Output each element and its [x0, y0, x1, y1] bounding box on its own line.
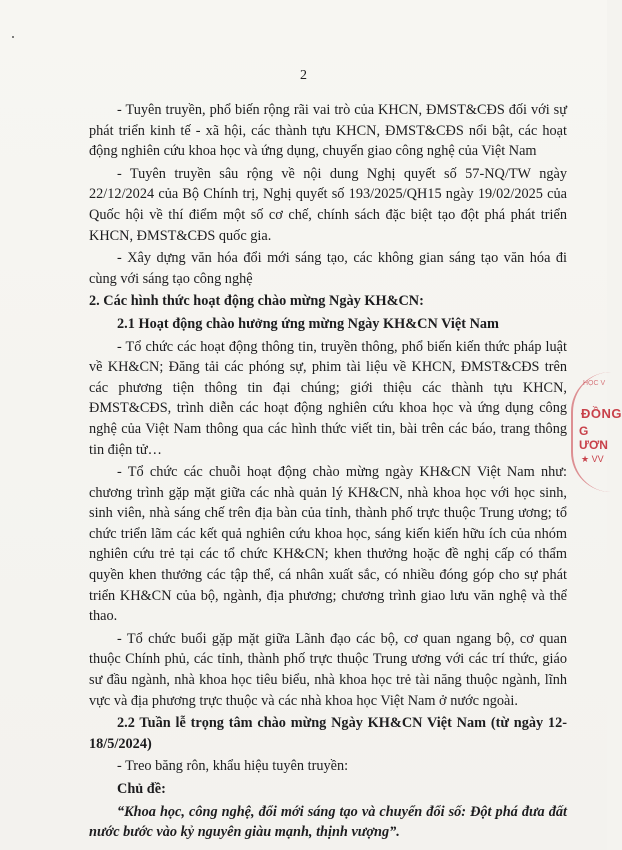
theme-slogan: “Khoa học, công nghệ, đổi mới sáng tạo và chuyển đổi số: Đột phá đưa đất nước bước vào kỷ nguyên giàu mạnh, thịnh vượng”.: [89, 803, 567, 841]
paragraph-leaders-meeting: - Tổ chức buổi gặp mặt giữa Lãnh đạo các bộ, cơ quan ngang bộ, cơ quan thuộc Chính phủ, các tỉnh, thành phố trực thuộc Trung ương với các trí thức, giáo sư đầu ngành, nhà khoa học tiêu biểu, nhà khoa học trẻ tài năng thuộc ngành, lĩnh vực và địa phương trực thuộc và các nhà khoa học Việt Nam ở nước ngoài.: [89, 630, 567, 709]
document-body: [89, 100, 567, 843]
stamp-text-3: G ƯƠN: [579, 424, 608, 452]
paragraph-innovation-culture: - Xây dựng văn hóa đổi mới sáng tạo, các không gian sáng tạo văn hóa đi cùng với sáng tạo công nghệ: [89, 250, 567, 287]
section-2-1-heading: 2.1 Hoạt động chào hưởng ứng mừng Ngày KH&CN Việt Nam: [117, 315, 499, 332]
section-2-heading: 2. Các hình thức hoạt động chào mừng Ngày KH&CN:: [89, 293, 424, 310]
paragraph-media-activities: - Tổ chức các hoạt động thông tin, truyền thông, phổ biến kiến thức pháp luật về KH&CN; Đăng tải các phóng sự, phim tài liệu về KHCN, ĐMST&CĐS trên các phương tiện thông tin đại chúng; giới thiệu các thành tựu KHCN, ĐMST&CĐS, trình diễn các hoạt động nghiên cứu khoa học và ứng dụng công nghệ của Việt Nam thông qua các hình thức viết tin, bài trên các báo, trang thông tin điện tử…: [89, 338, 567, 458]
stamp-text-1: HỌC V: [583, 380, 606, 387]
page-number: 2: [300, 68, 307, 83]
paragraph-celebration-series: - Tổ chức các chuỗi hoạt động chào mừng ngày KH&CN Việt Nam như: chương trình gặp mặt giữa các nhà quản lý KH&CN, nhà khoa học với học sinh, sinh viên, nhà sáng chế trên địa bàn của tỉnh, thành phố trực thuộc Trung ương; tổ chức triển lãm các kết quả nghiên cứu khoa học, sáng kiến kiến hữu ích của nhóm nghiên cứu trẻ tại các tổ chức KH&CN; khen thưởng hoặc đề nghị cấp có thẩm quyền khen thưởng các tập thể, cá nhân xuất sắc, có nhiều đóng góp cho sự phát triển KH&CN của bộ, ngành, địa phương; chương trình giao lưu văn nghệ và thể thao.: [89, 464, 567, 625]
section-2-2-heading: 2.2 Tuần lễ trọng tâm chào mừng Ngày KH&CN Việt Nam (từ ngày 12-18/5/2024): [89, 715, 567, 752]
paragraph-propaganda-resolution: - Tuyên truyền sâu rộng về nội dung Nghị quyết số 57-NQ/TW ngày 22/12/2024 của Bộ Chính trị, Nghị quyết số 193/2025/QH15 ngày 19/02/2025 của Quốc hội về thí điểm một số cơ chế, chính sách đặc biệt tạo đột phá phát triển KHCN, ĐMST&CĐS quốc gia.: [89, 165, 567, 244]
stamp-text-2: ĐỒNG: [581, 406, 622, 421]
paragraph-banners: - Treo băng rôn, khẩu hiệu tuyên truyền:: [117, 758, 349, 775]
theme-label: Chủ đề:: [117, 781, 166, 797]
paragraph-propaganda-role: - Tuyên truyền, phổ biến rộng rãi vai trò của KHCN, ĐMST&CĐS đối với sự phát triển kinh tế - xã hội, các thành tựu KHCN, ĐMST&CĐS nổi bật, các hoạt động nghiên cứu khoa học và ứng dụng, chuyển giao công nghệ của Việt Nam: [89, 102, 567, 160]
red-seal-stamp: [571, 372, 622, 492]
scan-speck: [12, 36, 14, 38]
stamp-text-4: ★ VV: [581, 454, 604, 464]
